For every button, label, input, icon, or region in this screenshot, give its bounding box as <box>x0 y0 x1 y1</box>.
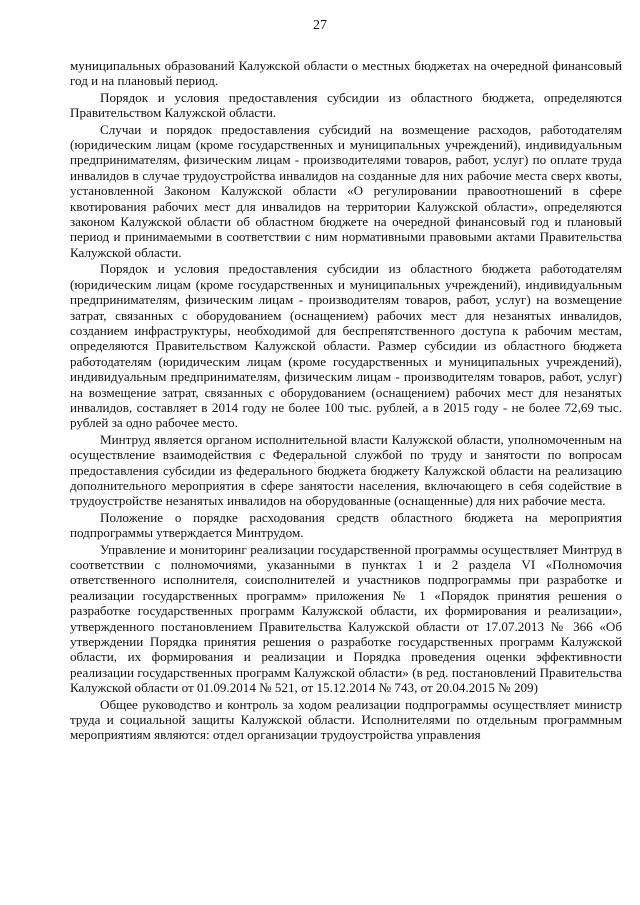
page-number: 27 <box>313 18 327 33</box>
paragraph: Положение о порядке расходования средств областного бюджета на мероприятия подпрограммы утверждается Минтрудом. <box>70 509 622 541</box>
paragraph: Минтруд является органом исполнительной власти Калужской области, уполномоченным на осуществление взаимодействия с Федеральной службой по труду и занятости по вопросам предоставления субсидии из федерального бюджета бюджету Калужской области на реализацию дополнительного мероприятия в сфере занятости населения, включающего в себя содействие в трудоустройстве незанятых инвалидов на оборудованные (оснащенные) для них рабочие места. <box>70 431 622 509</box>
document-body <box>70 58 622 744</box>
paragraph: Порядок и условия предоставления субсидии из областного бюджета работодателям (юридическим лицам (кроме государственных и муниципальных учреждений), индивидуальным предпринимателям, физическим лицам - производителям товаров, работ, услуг) на возмещение затрат, связанных с оборудованием (оснащением) рабочих мест для незанятых инвалидов, созданием инфраструктуры, необходимой для беспрепятственного доступа к рабочим местам, определяются Правительством Калужской области. Размер субсидии из областного бюджета работодателям (юридическим лицам (кроме государственных и муниципальных учреждений), индивидуальным предпринимателям, физическим лицам - производителям товаров, работ, услуг) на возмещение затрат, связанных с оборудованием (оснащением) рабочих мест для незанятых инвалидов, составляет в 2014 году не более 100 тыс. рублей, а в 2015 году - не более 72,69 тыс. рублей за одно рабочее место. <box>70 261 622 431</box>
paragraph-continued: муниципальных образований Калужской области о местных бюджетах на очередной финансовый год и на плановый период. <box>70 58 622 89</box>
paragraph: Общее руководство и контроль за ходом реализации подпрограммы осуществляет министр труда и социальной защиты Калужской области. Исполнителями по отдельным программным мероприятиям являются: отдел организации трудоустройства управления <box>70 696 622 743</box>
paragraph: Порядок и условия предоставления субсидии из областного бюджета, определяются Правительством Калужской области. <box>70 89 622 121</box>
paragraph: Случаи и порядок предоставления субсидий на возмещение расходов, работодателям (юридическим лицам (кроме государственных и муниципальных учреждений), индивидуальным предпринимателям, физическим лицам - производителями товаров, работ, услуг) по оплате труда инвалидов в случае трудоустройства инвалидов на созданные для них рабочие места сверх квоты, установленной Законом Калужской области «О регулировании правоотношений в сфере квотирования рабочих мест для инвалидов на территории Калужской области», определяются законом Калужской области об областном бюджете на очередной финансовый год и плановый период и принимаемыми в соответствии с ним нормативными правовыми актами Правительства Калужской области. <box>70 121 622 260</box>
paragraph: Управление и мониторинг реализации государственной программы осуществляет Минтруд в соответствии с полномочиями, указанными в пунктах 1 и 2 раздела VI «Полномочия ответственного исполнителя, соисполнителей и участников подпрограммы при разработке и реализации государственных программ» приложения № 1 «Порядок принятия решения о разработке государственных программ Калужской области, их формирования и реализации», утвержденного постановлением Правительства Калужской области от 17.07.2013 № 366 «Об утверждении Порядка принятия решения о разработке государственных программ Калужской области, их формирования и реализации и Порядка проведения оценки эффективности реализации государственных программ Калужской области» (в ред. постановлений Правительства Калужской области от 01.09.2014 № 521, от 15.12.2014 № 743, от 20.04.2015 № 209) <box>70 541 622 696</box>
